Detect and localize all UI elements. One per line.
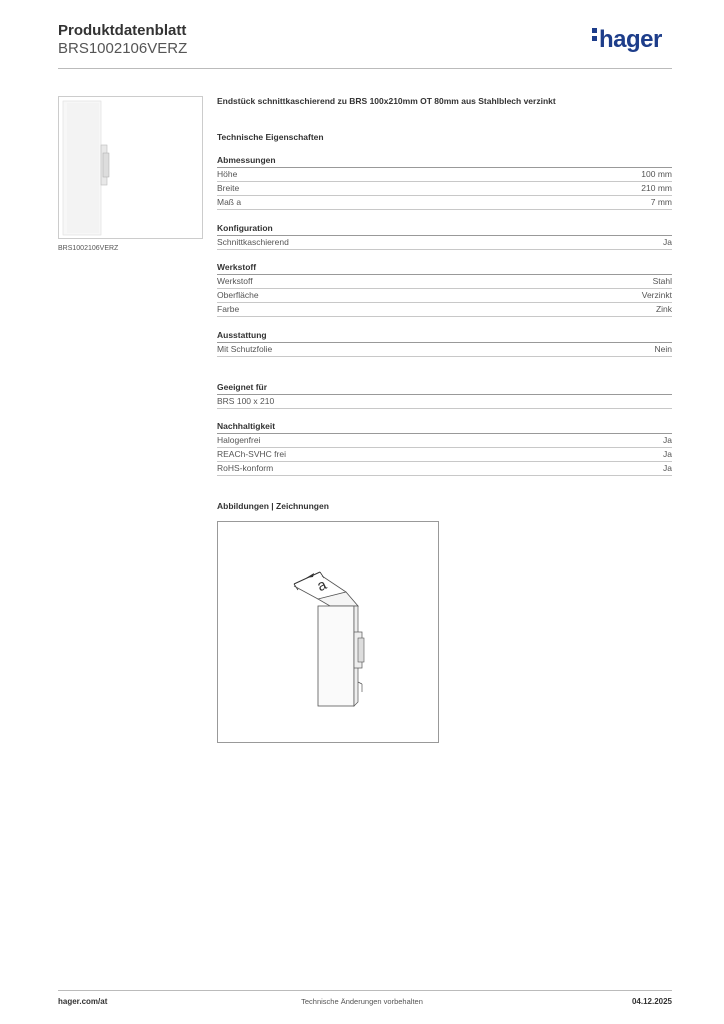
table-row (217, 236, 672, 250)
row-value: Zink (655, 304, 672, 314)
row-label: Maß a (217, 197, 242, 207)
group-title: Konfiguration (217, 223, 672, 236)
table-row (217, 343, 672, 357)
group-geeignet-fuer (217, 382, 672, 409)
group-nachhaltigkeit (217, 421, 672, 476)
logo-dots-icon (592, 28, 597, 44)
footer-date: 04.12.2025 (631, 997, 672, 1006)
table-row (217, 448, 672, 462)
table-row (217, 196, 672, 210)
row-value: 210 mm (641, 183, 672, 193)
row-label: Mit Schutzfolie (217, 344, 273, 354)
footer-website[interactable]: hager.com/at (58, 997, 108, 1006)
table-row (217, 182, 672, 196)
row-label: Höhe (217, 169, 238, 179)
table-row (217, 395, 672, 409)
row-value: 100 mm (641, 169, 672, 179)
footer-notice: Technische Änderungen vorbehalten (301, 997, 423, 1006)
row-value: Nein (654, 344, 672, 354)
group-abmessungen (217, 155, 672, 210)
hager-logo (592, 26, 662, 54)
end-piece-body (318, 606, 354, 706)
logo-text: hager (599, 26, 662, 53)
row-value: 7 mm (650, 197, 672, 207)
product-thumbnail-image (59, 97, 202, 238)
table-row (217, 275, 672, 289)
header-divider (58, 68, 672, 69)
group-title: Ausstattung (217, 330, 672, 343)
table-row (217, 303, 672, 317)
row-label: Oberfläche (217, 290, 259, 300)
product-description: Endstück schnittkaschierend zu BRS 100x210mm OT 80mm aus Stahlblech verzinkt (217, 96, 556, 106)
row-label: Schnittkaschierend (217, 237, 289, 247)
images-heading: Abbildungen | Zeichnungen (217, 501, 329, 511)
row-label: REACh-SVHC frei (217, 449, 286, 459)
row-value: Stahl (652, 276, 672, 286)
table-row (217, 168, 672, 182)
table-row (217, 289, 672, 303)
footer-divider (58, 990, 672, 991)
row-label: Farbe (217, 304, 240, 314)
section-title: Technische Eigenschaften (217, 132, 324, 142)
row-label: Breite (217, 183, 240, 193)
technical-drawing (217, 521, 439, 743)
group-konfiguration (217, 223, 672, 250)
row-value: Ja (663, 435, 672, 445)
product-description-block (217, 96, 672, 142)
row-value: Ja (663, 463, 672, 473)
row-label: Halogenfrei (217, 435, 261, 445)
technical-drawing-svg (218, 522, 438, 742)
group-werkstoff (217, 262, 672, 317)
row-label: Werkstoff (217, 276, 253, 286)
group-title: Abmessungen (217, 155, 672, 168)
row-label: BRS 100 x 210 (217, 396, 275, 406)
table-row (217, 462, 672, 476)
row-value: Ja (663, 237, 672, 247)
page-title: Produktdatenblatt (58, 22, 187, 39)
group-title: Nachhaltigkeit (217, 421, 672, 434)
row-value: Verzinkt (641, 290, 672, 300)
group-ausstattung (217, 330, 672, 357)
product-thumbnail (58, 96, 203, 239)
dimension-label: a (314, 576, 330, 596)
thumbnail-caption: BRS1002106VERZ (58, 245, 119, 252)
group-title: Geeignet für (217, 382, 672, 395)
table-row (217, 434, 672, 448)
article-number: BRS1002106VERZ (58, 40, 188, 57)
row-value: Ja (663, 449, 672, 459)
group-title: Werkstoff (217, 262, 672, 275)
row-label: RoHS-konform (217, 463, 274, 473)
